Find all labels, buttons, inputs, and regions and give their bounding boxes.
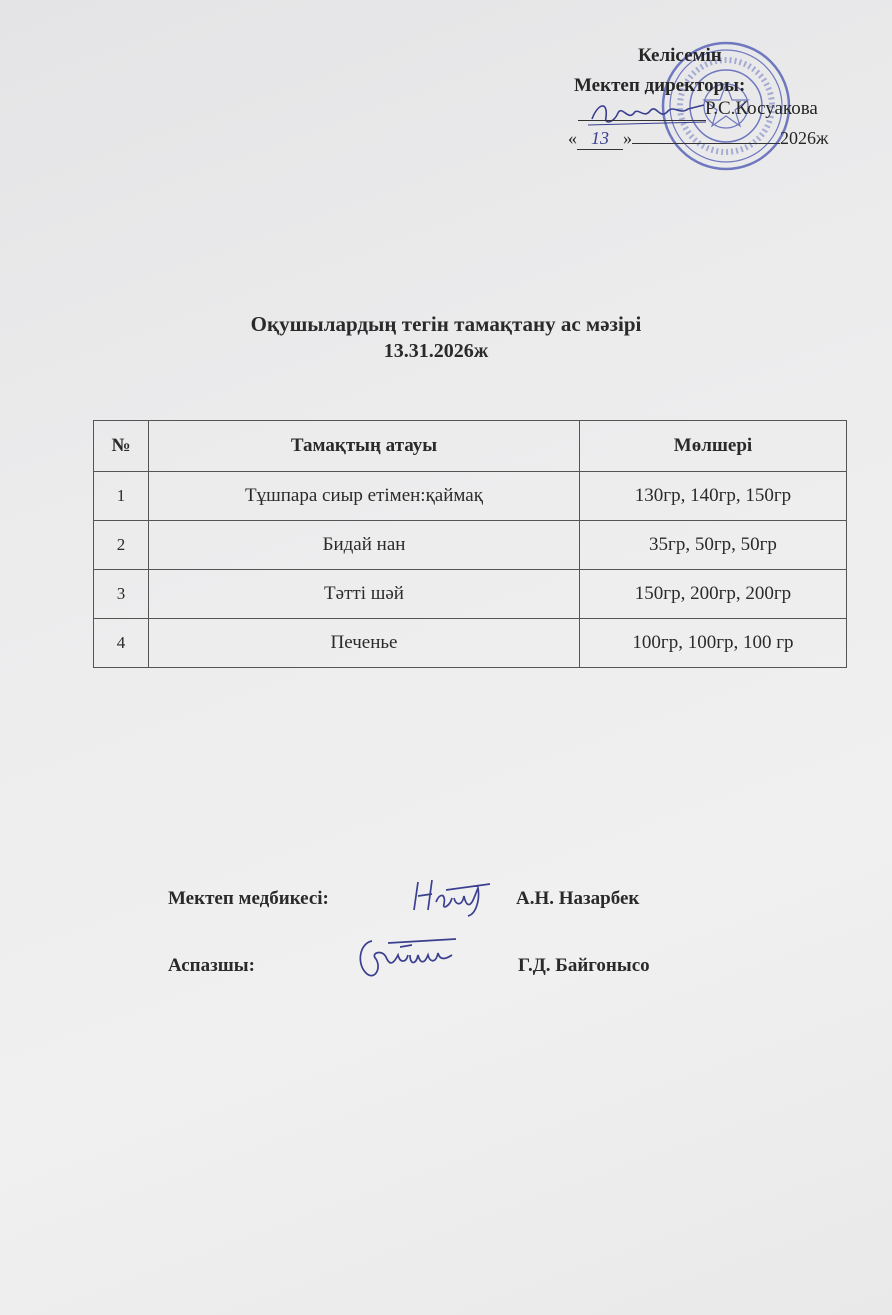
table-row [94, 619, 847, 668]
row-number: 4 [94, 619, 149, 668]
portion: 100гр, 100гр, 100 гр [580, 619, 847, 668]
date-day: 13 [577, 128, 623, 150]
date-quote-close: » [623, 128, 632, 148]
director-signature-line [578, 120, 706, 121]
approval-date [568, 128, 828, 150]
portion: 150гр, 200гр, 200гр [580, 570, 847, 619]
director-name: Р.С.Косуакова [705, 98, 818, 119]
row-number: 2 [94, 521, 149, 570]
portion: 35гр, 50гр, 50гр [580, 521, 847, 570]
document-title: Оқушылардың тегін тамақтану ас мәзірі [250, 312, 642, 336]
food-name: Тәтті шәй [149, 570, 580, 619]
header-food-name: Тамақтың атауы [149, 421, 580, 472]
food-name: Тұшпара сиыр етімен:қаймақ [149, 472, 580, 521]
table-row [94, 472, 847, 521]
table-row [94, 521, 847, 570]
nurse-signature-row [168, 888, 728, 928]
nurse-signature [406, 876, 496, 920]
menu-table [93, 420, 847, 668]
cook-label: Аспазшы: [168, 955, 255, 976]
row-number: 1 [94, 472, 149, 521]
approval-block [560, 40, 880, 210]
table-header-row [94, 421, 847, 472]
approval-role: Мектеп директоры: [574, 75, 746, 96]
nurse-label: Мектеп медбикесі: [168, 888, 329, 909]
director-signature [588, 95, 708, 130]
food-name: Бидай нан [149, 521, 580, 570]
date-year: 2026ж [780, 128, 829, 148]
portion: 130гр, 140гр, 150гр [580, 472, 847, 521]
nurse-name: А.Н. Назарбек [516, 888, 640, 909]
food-name: Печенье [149, 619, 580, 668]
document-date: 13.31.2026ж [383, 340, 489, 362]
cook-signature-row [168, 955, 728, 995]
approval-title: Келісемін [638, 45, 722, 66]
header-portion: Мөлшері [580, 421, 847, 472]
table-row [94, 570, 847, 619]
cook-signature [352, 933, 462, 987]
row-number: 3 [94, 570, 149, 619]
header-number: № [94, 421, 149, 472]
cook-name: Г.Д. Байгонысо [518, 955, 650, 976]
date-quote-open: « [568, 128, 577, 148]
date-month-line [632, 143, 780, 144]
